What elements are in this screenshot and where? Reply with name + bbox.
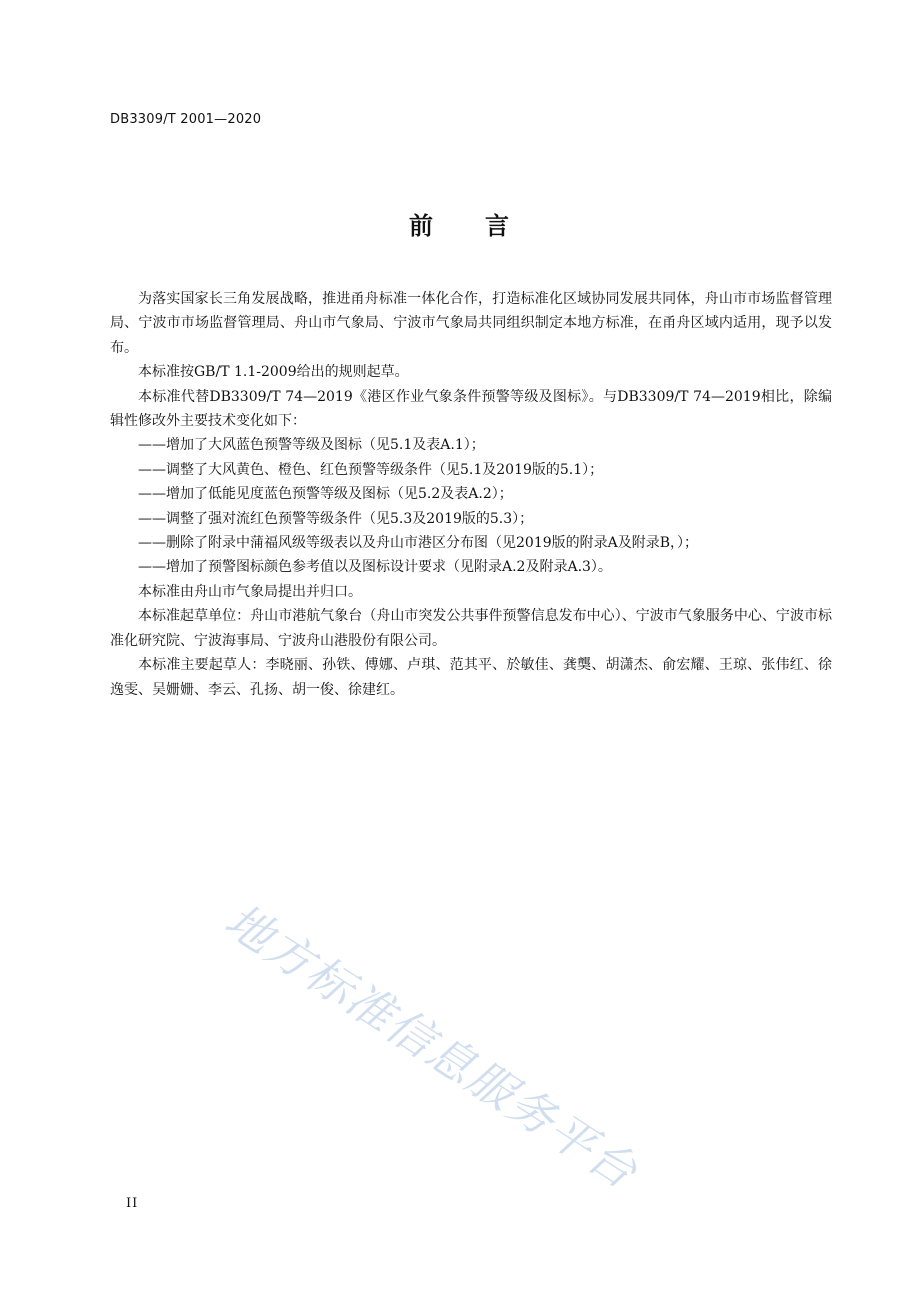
- paragraph-replacement: 本标准代替DB3309/T 74—2019《港区作业气象条件预警等级及图标》。与DB3309/T 74—2019相比，除编辑性修改外主要技术变化如下：: [110, 388, 832, 430]
- change-item: ——调整了大风黄色、橙色、红色预警等级条件（见5.1及2019版的5.1）；: [138, 461, 604, 478]
- paragraph-drafters: 本标准主要起草人：李晓丽、孙铁、傅娜、卢琪、范其平、於敏佳、龚龑、胡潇杰、俞宏耀、王琼、张伟红、徐逸雯、吴姗姗、李云、孔扬、胡一俊、徐建红。: [110, 657, 832, 698]
- page-number: II: [126, 1196, 139, 1211]
- foreword-body: [110, 287, 832, 702]
- document-code: DB3309/T 2001—2020: [110, 112, 262, 127]
- change-item: ——增加了低能见度蓝色预警等级及图标（见5.2及表A.2）；: [138, 486, 513, 503]
- paragraph-proposer: 本标准由舟山市气象局提出并归口。: [138, 583, 362, 600]
- watermark: 地方标准信息服务平台: [215, 892, 648, 1200]
- title-char-1: 前: [409, 212, 435, 240]
- change-item: ——增加了预警图标颜色参考值以及图标设计要求（见附录A.2及附录A.3）。: [138, 559, 612, 576]
- section-title: [0, 206, 920, 241]
- change-item: ——删除了附录中蒲福风级等级表以及舟山市港区分布图（见2019版的附录A及附录B，）；: [138, 535, 699, 552]
- paragraph-drafting-rules: 本标准按GB/T 1.1-2009给出的规则起草。: [138, 364, 409, 381]
- paragraph-drafting-units: 本标准起草单位：舟山市港航气象台（舟山市突发公共事件预警信息发布中心）、宁波市气象服务中心、宁波市标准化研究院、宁波海事局、宁波舟山港股份有限公司。: [110, 608, 832, 649]
- paragraph-intro: 为落实国家长三角发展战略，推进甬舟标准一体化合作，打造标准化区域协同发展共同体，舟山市市场监督管理局、宁波市市场监督管理局、舟山市气象局、宁波市气象局共同组织制定本地方标准，在甬舟区域内适用，现予以发布。: [110, 291, 832, 356]
- title-char-2: 言: [485, 212, 511, 240]
- change-item: ——增加了大风蓝色预警等级及图标（见5.1及表A.1）；: [138, 437, 485, 454]
- change-item: ——调整了强对流红色预警等级条件（见5.3及2019版的5.3）；: [138, 510, 534, 527]
